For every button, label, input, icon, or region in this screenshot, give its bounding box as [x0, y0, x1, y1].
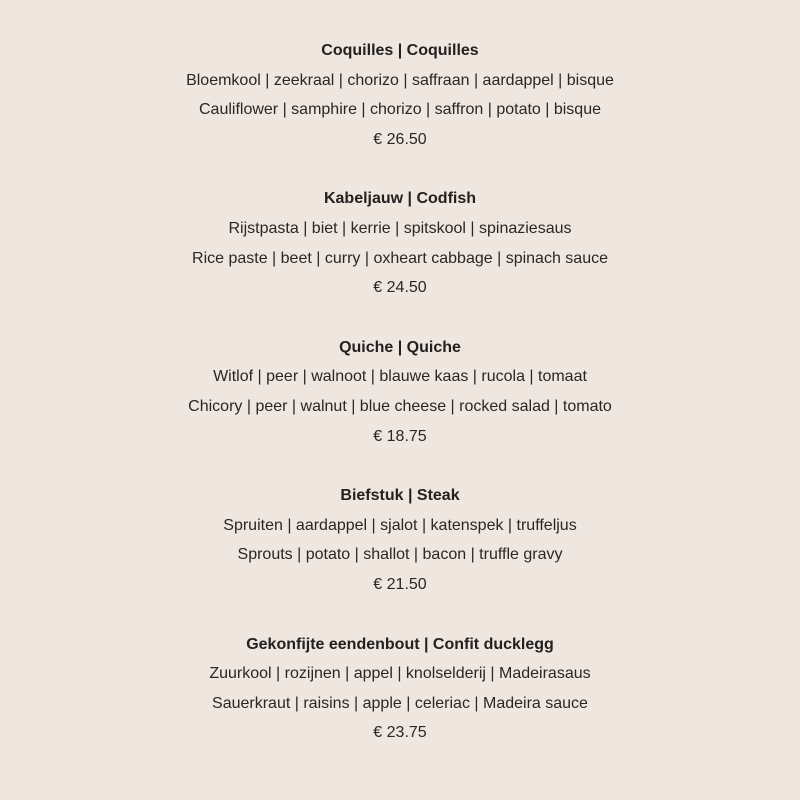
dish-price: € 21.50 [373, 575, 427, 593]
dish-title: Kabeljauw | Codfish [323, 190, 477, 208]
dish-title: Gekonfijte eendenbout | Confit ducklegg [246, 635, 554, 653]
dish-title: Quiche | Quiche [339, 338, 461, 356]
dish-title: Biefstuk | Steak [340, 487, 460, 505]
dish-ingredients-dutch: Witlof | peer | walnoot | blauwe kaas | rucola | tomaat [213, 368, 587, 386]
dish-price: € 23.75 [373, 724, 427, 742]
dish-ingredients-english: Rice paste | beet | curry | oxheart cabbage | spinach sauce [192, 249, 608, 267]
dish-ingredients-english: Sprouts | potato | shallot | bacon | truffle gravy [237, 546, 563, 564]
dish-price: € 26.50 [373, 130, 427, 148]
dish-ingredients-dutch: Spruiten | aardappel | sjalot | katenspek | truffeljus [223, 516, 577, 534]
dish-ingredients-dutch: Rijstpasta | biet | kerrie | spitskool | spinaziesaus [228, 219, 572, 237]
dish-ingredients-dutch: Zuurkool | rozijnen | appel | knolselderij | Madeirasaus [209, 665, 591, 683]
dish-quiche [0, 333, 800, 451]
dish-ingredients-english: Cauliflower | samphire | chorizo | saffron | potato | bisque [198, 101, 601, 119]
dish-title: Coquilles | Coquilles [321, 42, 479, 59]
dish-price: € 18.75 [373, 427, 427, 445]
dish-eendenbout [0, 630, 800, 748]
dish-price: € 24.50 [373, 279, 427, 297]
dish-ingredients-dutch: Bloemkool | zeekraal | chorizo | saffraan | aardappel | bisque [186, 71, 614, 89]
dish-coquilles [0, 36, 800, 154]
dish-ingredients-english: Sauerkraut | raisins | apple | celeriac | Madeira sauce [212, 694, 588, 712]
dish-biefstuk [0, 481, 800, 599]
dish-ingredients-english: Chicory | peer | walnut | blue cheese | rocked salad | tomato [188, 397, 612, 415]
dish-kabeljauw [0, 184, 800, 302]
